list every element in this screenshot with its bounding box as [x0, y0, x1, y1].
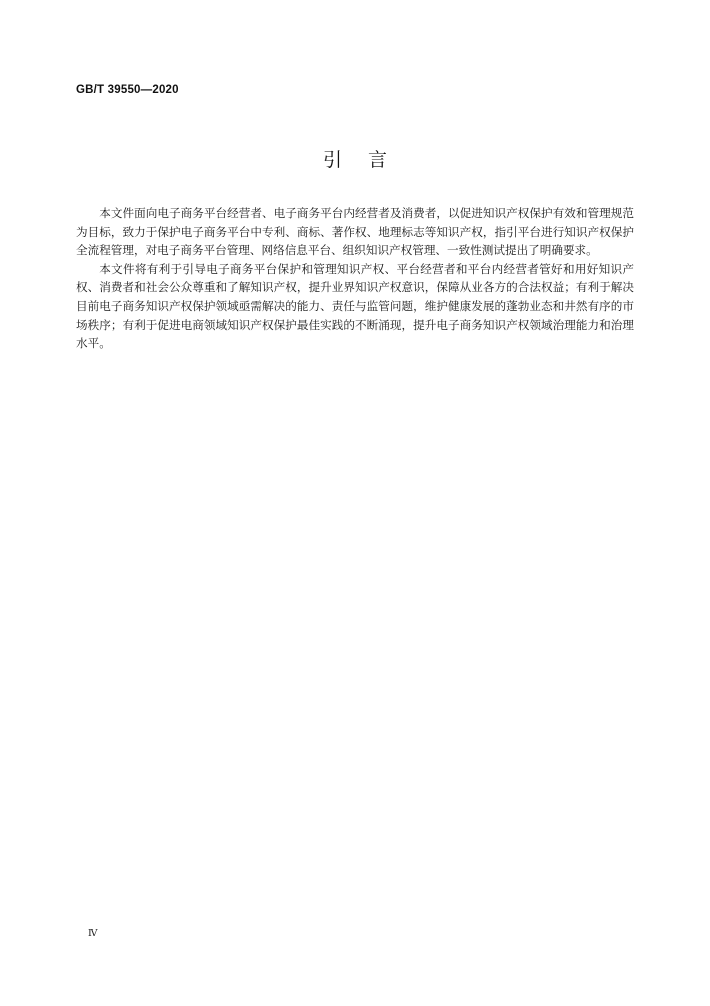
document-body — [76, 204, 634, 353]
paragraph-1: 本文件面向电子商务平台经营者、电子商务平台内经营者及消费者，以促进知识产权保护有效和管理规范为目标，致力于保护电子商务平台中专利、商标、著作权、地理标志等知识产权，指引平台进行知识产权保护全流程管理，对电子商务平台管理、网络信息平台、组织知识产权管理、一致性测试提出了明确要求。 — [76, 206, 634, 258]
page-number: Ⅳ — [88, 928, 98, 939]
standard-number: GB/T 39550—2020 — [76, 84, 179, 96]
paragraph-2: 本文件将有利于引导电子商务平台保护和管理知识产权、平台经营者和平台内经营者管好和用好知识产权、消费者和社会公众尊重和了解知识产权，提升业界知识产权意识，保障从业各方的合法权益；有利于解决目前电子商务知识产权保护领域亟需解决的能力、责任与监管问题，维护健康发展的蓬勃业态和井然有序的市场秩序；有利于促进电商领域知识产权保护最佳实践的不断涌现，提升电子商务知识产权领域治理能力和治理水平。 — [76, 261, 634, 351]
section-title: 引言 — [322, 149, 413, 171]
